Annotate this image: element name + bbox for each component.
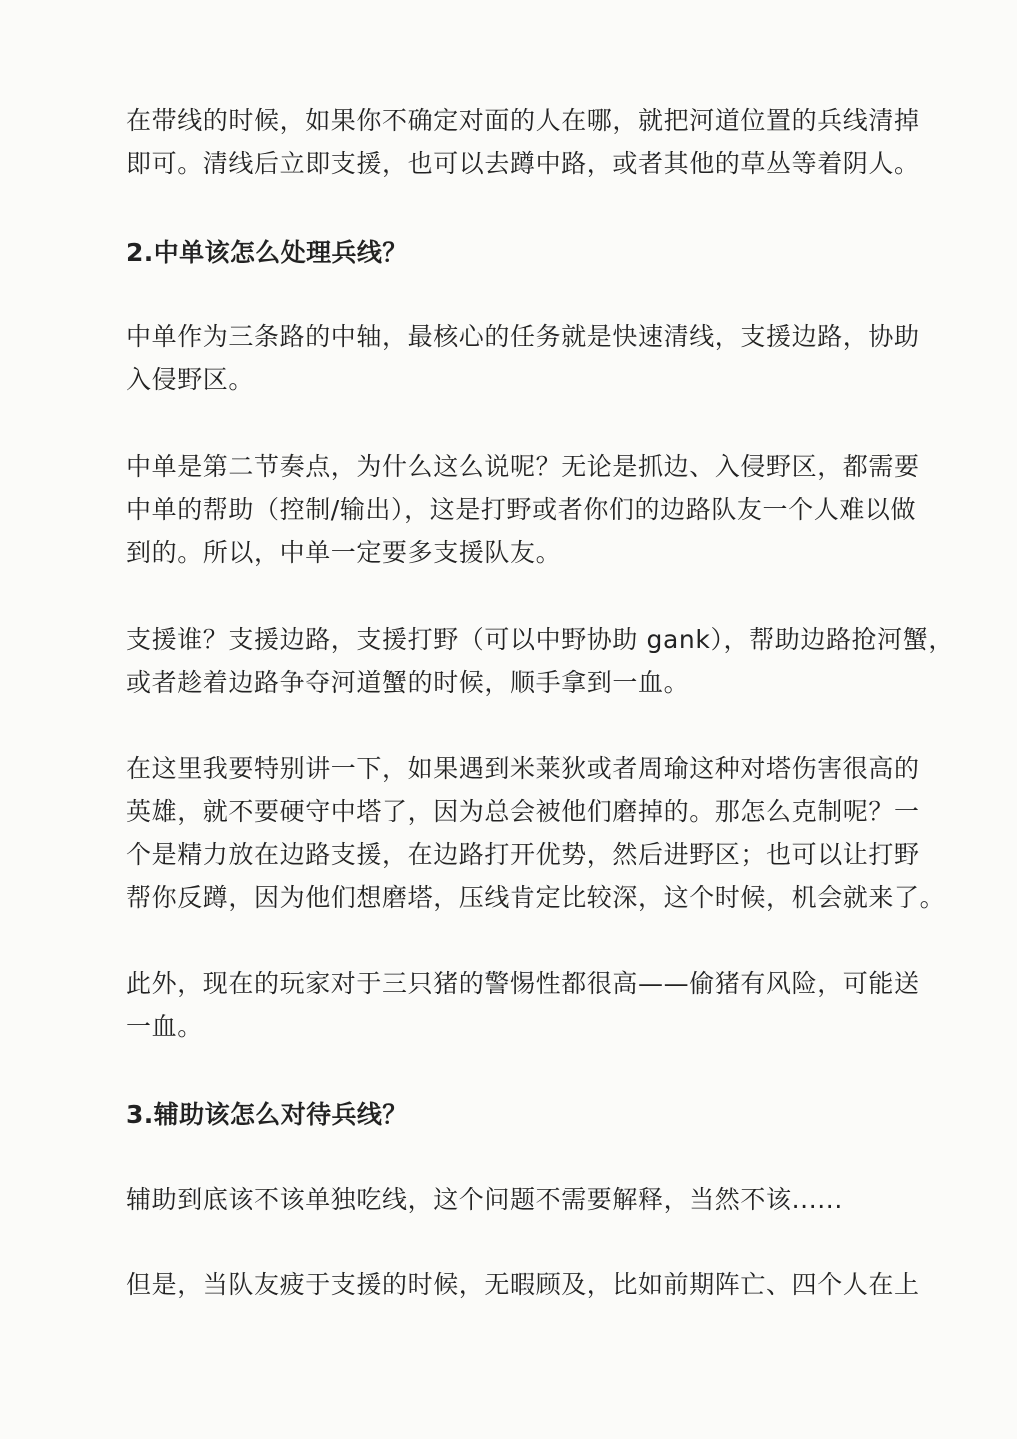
text-line: 入侵野区。 — [126, 365, 255, 394]
text-line: 辅助到底该不该单独吃线，这个问题不需要解释，当然不该...... — [126, 1185, 843, 1214]
text-line: 支援谁？支援边路，支援打野（可以中野协助 gank），帮助边路抢河蟹， — [126, 625, 954, 654]
paragraph-support-who — [126, 618, 954, 704]
paragraph-exception — [126, 1263, 920, 1306]
text-line: 中单是第二节奏点，为什么这么说呢？无论是抓边、入侵野区，都需要 — [126, 452, 920, 481]
text-line: 中单作为三条路的中轴，最核心的任务就是快速清线，支援边路，协助 — [126, 322, 920, 351]
section-heading-mid-lane: 2.中单该怎么处理兵线？ — [126, 238, 408, 267]
section-heading-support-role: 3.辅助该怎么对待兵线？ — [126, 1100, 408, 1129]
text-line: 英雄，就不要硬守中塔了，因为总会被他们磨掉的。那怎么克制呢？一 — [126, 797, 920, 826]
text-line: 此外，现在的玩家对于三只猪的警惕性都很高——偷猪有风险，可能送 — [126, 969, 920, 998]
text-line: 即可。清线后立即支援，也可以去蹲中路，或者其他的草丛等着阴人。 — [126, 149, 920, 178]
text-line: 一血。 — [126, 1012, 203, 1041]
text-line: 到的。所以，中单一定要多支援队友。 — [126, 538, 562, 567]
text-line: 帮你反蹲，因为他们想磨塔，压线肯定比较深，这个时候，机会就来了。 — [126, 883, 946, 912]
paragraph-lane-clearing — [126, 99, 920, 185]
text-line: 或者趁着边路争夺河道蟹的时候，顺手拿到一血。 — [126, 668, 690, 697]
text-line: 但是，当队友疲于支援的时候，无暇顾及，比如前期阵亡、四个人在上 — [126, 1270, 920, 1299]
text-line: 个是精力放在边路支援，在边路打开优势，然后进野区；也可以让打野 — [126, 840, 920, 869]
paragraph-support-farming — [126, 1178, 901, 1221]
paragraph-three-pigs — [126, 962, 920, 1048]
paragraph-tower-defense — [126, 747, 946, 919]
text-line: 在带线的时候，如果你不确定对面的人在哪，就把河道位置的兵线清掉 — [126, 106, 920, 135]
paragraph-mid-role — [126, 315, 920, 401]
text-line: 在这里我要特别讲一下，如果遇到米莱狄或者周瑜这种对塔伤害很高的 — [126, 754, 920, 783]
paragraph-mid-tempo — [126, 445, 920, 574]
text-line: 中单的帮助（控制/输出），这是打野或者你们的边路队友一个人难以做 — [126, 495, 917, 524]
